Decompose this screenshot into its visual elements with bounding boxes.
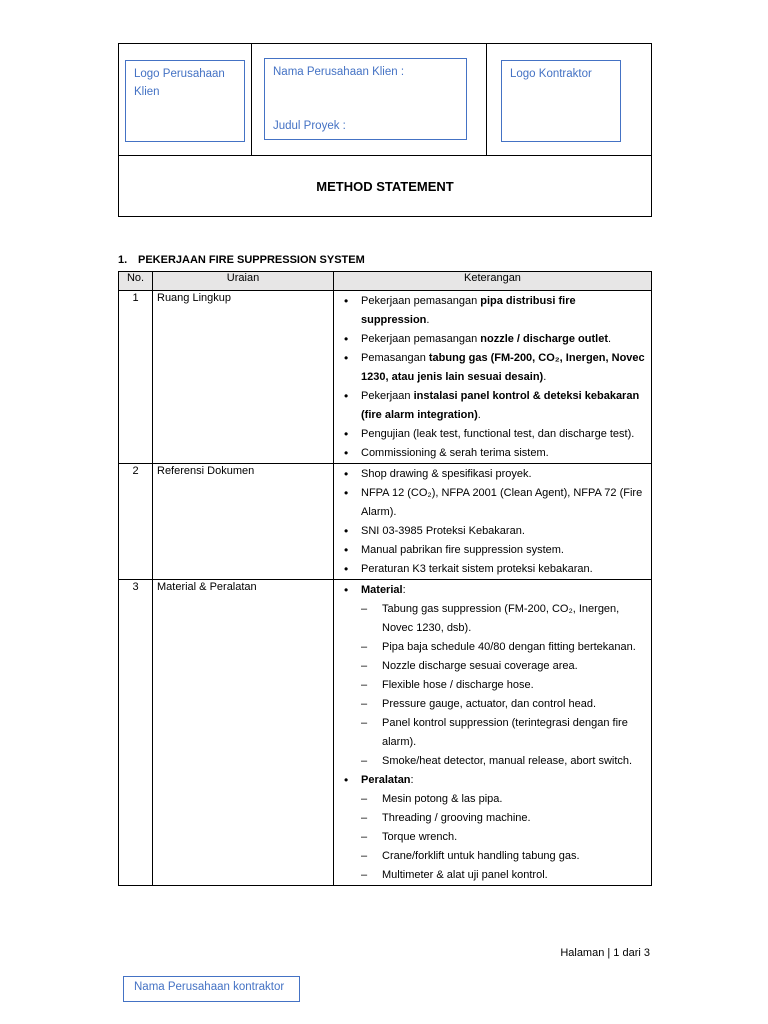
list-item: • Pekerjaan pemasangan nozzle / discharge outlet. <box>340 330 645 349</box>
list-item: • Pemasangan tabung gas (FM-200, CO₂, Inergen, Novec 1230, atau jenis lain sesuai desain). <box>340 349 645 387</box>
row-keterangan <box>334 580 652 886</box>
material-label: Material <box>361 584 403 596</box>
list-item: – Smoke/heat detector, manual release, abort switch. <box>361 752 645 771</box>
row-number: 3 <box>119 580 153 886</box>
list-item: – Threading / grooving machine. <box>361 809 645 828</box>
row-uraian: Referensi Dokumen <box>153 464 334 580</box>
section-number: 1. <box>118 254 128 266</box>
peralatan-label: Peralatan <box>361 774 411 786</box>
project-title-label: Judul Proyek : <box>273 120 346 132</box>
list-item: – Pipa baja schedule 40/80 dengan fitting bertekanan. <box>361 638 645 657</box>
page-number: Halaman | 1 dari 3 <box>560 947 650 959</box>
list-item: • Pekerjaan pemasangan pipa distribusi fire suppression. <box>340 292 645 330</box>
list-item: • Pekerjaan instalasi panel kontrol & deteksi kebakaran (fire alarm integration). <box>340 387 645 425</box>
document-title: METHOD STATEMENT <box>316 178 454 194</box>
list-item: • Manual pabrikan fire suppression system. <box>340 541 645 560</box>
table-row <box>119 464 652 580</box>
table-header-row <box>119 272 652 291</box>
client-info-box <box>264 58 467 140</box>
header-divider <box>486 44 487 155</box>
list-item: • Peraturan K3 terkait sistem proteksi kebakaran. <box>340 560 645 579</box>
col-header-keterangan: Keterangan <box>334 272 652 291</box>
row-number: 1 <box>119 291 153 464</box>
list-item: • Commissioning & serah terima sistem. <box>340 444 645 463</box>
section-title: PEKERJAAN FIRE SUPPRESSION SYSTEM <box>138 254 365 266</box>
material-group: • Material: – Tabung gas suppression (FM-200, CO₂, Inergen, Novec 1230, dsb). – Pipa baja schedule 40/80 dengan fitting bertekanan. – Nozzle discharge sesuai coverage area. – Flexible hose / discharge hose. – Pressure gauge, actuator, dan control head. – Panel kontrol suppression (terintegrasi dengan fire alarm). – Smoke/heat detector, manual release, abort switch. <box>340 581 645 771</box>
list-item: • Shop drawing & spesifikasi proyek. <box>340 465 645 484</box>
row-uraian: Ruang Lingkup <box>153 291 334 464</box>
list-item: – Nozzle discharge sesuai coverage area. <box>361 657 645 676</box>
method-table <box>118 271 652 886</box>
list-item: • SNI 03-3985 Proteksi Kebakaran. <box>340 522 645 541</box>
row-number: 2 <box>119 464 153 580</box>
table-row <box>119 291 652 464</box>
client-logo-placeholder: Logo Perusahaan Klien <box>125 60 245 142</box>
section-heading <box>118 254 365 266</box>
col-header-no: No. <box>119 272 153 291</box>
header-box <box>118 43 652 217</box>
contractor-name-box: Nama Perusahaan kontraktor <box>123 976 300 1002</box>
row-uraian: Material & Peralatan <box>153 580 334 886</box>
col-header-uraian: Uraian <box>153 272 334 291</box>
peralatan-group: • Peralatan: – Mesin potong & las pipa. – Threading / grooving machine. – Torque wrench. – Crane/forklift untuk handling tabung gas. – Multimeter & alat uji panel kontrol. <box>340 771 645 885</box>
row-keterangan <box>334 464 652 580</box>
list-item: – Multimeter & alat uji panel kontrol. <box>361 866 645 885</box>
list-item: – Pressure gauge, actuator, dan control head. <box>361 695 645 714</box>
row-keterangan <box>334 291 652 464</box>
header-top-row <box>119 44 651 156</box>
list-item: • Pengujian (leak test, functional test, dan discharge test). <box>340 425 645 444</box>
list-item: – Mesin potong & las pipa. <box>361 790 645 809</box>
list-item: • NFPA 12 (CO₂), NFPA 2001 (Clean Agent), NFPA 72 (Fire Alarm). <box>340 484 645 522</box>
client-name-label: Nama Perusahaan Klien : <box>273 66 405 78</box>
list-item: – Panel kontrol suppression (terintegrasi dengan fire alarm). <box>361 714 645 752</box>
list-item: – Tabung gas suppression (FM-200, CO₂, Inergen, Novec 1230, dsb). <box>361 600 645 638</box>
list-item: – Crane/forklift untuk handling tabung gas. <box>361 847 645 866</box>
table-row <box>119 580 652 886</box>
header-divider <box>251 44 252 155</box>
list-item: – Torque wrench. <box>361 828 645 847</box>
contractor-logo-placeholder: Logo Kontraktor <box>501 60 621 142</box>
list-item: – Flexible hose / discharge hose. <box>361 676 645 695</box>
